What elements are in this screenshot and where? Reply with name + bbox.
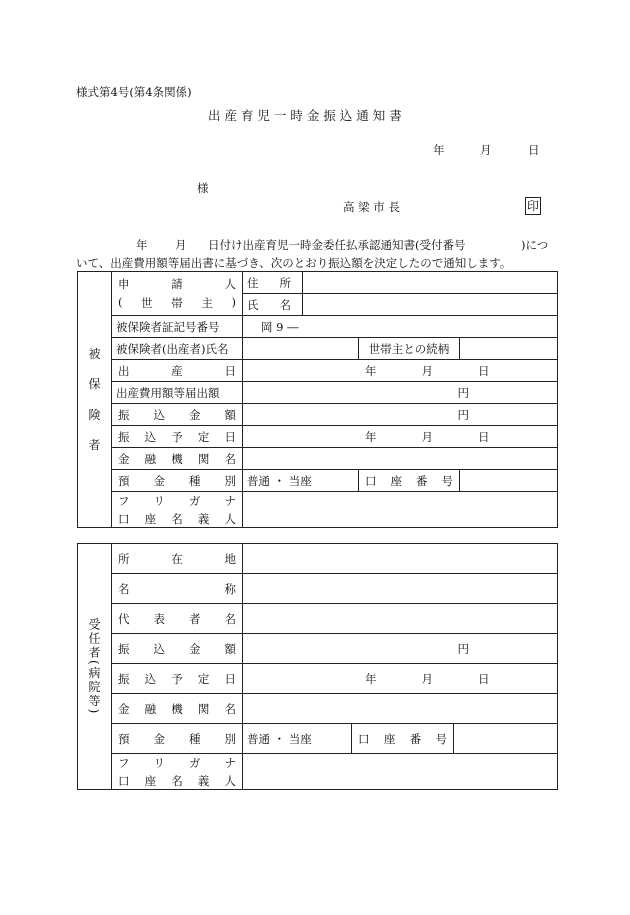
delegate-account-number-field[interactable] (454, 724, 558, 754)
account-number-label: 口 座 番 号 (359, 470, 460, 492)
seal-mark: 印 (526, 199, 539, 213)
deposit-type-options[interactable]: 普通 ・ 当座 (243, 470, 359, 492)
intro-text-1-end: )につ (521, 238, 549, 252)
address-label: 住 所 (243, 272, 303, 294)
date-year-unit: 年 (433, 143, 445, 157)
insurance-card-label: 被保険者証記号番号 (112, 316, 243, 338)
delegate-deposit-type-options[interactable]: 普通 ・ 当座 (243, 724, 352, 754)
issuer-name: 高 梁 市 長 (343, 200, 400, 214)
address-field[interactable] (303, 272, 558, 294)
representative-field[interactable] (243, 604, 558, 634)
addressee-suffix: 様 (197, 181, 209, 195)
intro-year: 年 (136, 238, 148, 252)
name-label: 氏 名 (243, 294, 303, 316)
date-month-unit: 月 (480, 143, 492, 157)
delegate-transfer-amount-field[interactable]: 円 (243, 634, 558, 664)
representative-label: 代 表 者 名 (112, 604, 243, 634)
name-field[interactable] (303, 294, 558, 316)
birth-date-label: 出 産 日 (112, 360, 243, 382)
insured-table (77, 271, 558, 528)
facility-name-label: 名 称 (112, 574, 243, 604)
relation-label: 世帯主との続柄 (359, 338, 460, 360)
delegate-account-number-label: 口 座 番 号 (352, 724, 454, 754)
delegate-account-holder-label: フ リ ガ ナ 口 座 名 義 人 (112, 754, 243, 790)
delegate-bank-name-field[interactable] (243, 694, 558, 724)
location-label: 所 在 地 (112, 544, 243, 574)
account-holder-field[interactable] (243, 492, 558, 528)
intro-text-1: 日付け出産育児一時金委任払承認通知書(受付番号 (208, 238, 466, 252)
delegate-transfer-date-label: 振 込 予 定 日 (112, 664, 243, 694)
delegate-account-holder-field[interactable] (243, 754, 558, 790)
relation-field[interactable] (460, 338, 558, 360)
facility-name-field[interactable] (243, 574, 558, 604)
expense-field[interactable]: 円 (243, 382, 558, 404)
insured-name-label: 被保険者(出産者)氏名 (112, 338, 243, 360)
applicant-label: 申 請 人 ( 世 帯 主 ) (112, 272, 243, 316)
intro-month: 月 (175, 238, 187, 252)
insured-side-label: 被 保 険 者 (78, 272, 112, 528)
insured-name-field[interactable] (243, 338, 359, 360)
intro-text-2: いて、出産費用額等届出書に基づき、次のとおり振込額を決定したので通知します。 (76, 256, 512, 270)
transfer-date-field[interactable]: 年 月 日 (243, 426, 558, 448)
bank-name-field[interactable] (243, 448, 558, 470)
expense-label: 出産費用額等届出額 (112, 382, 243, 404)
delegate-side-label: 受任者(病院等) (78, 544, 112, 790)
form-number: 様式第4号(第4条関係) (76, 85, 192, 99)
account-holder-label: フ リ ガ ナ 口 座 名 義 人 (112, 492, 243, 528)
birth-date-field[interactable]: 年 月 日 (243, 360, 558, 382)
date-day-unit: 日 (528, 143, 540, 157)
transfer-amount-label: 振 込 金 額 (112, 404, 243, 426)
bank-name-label: 金 融 機 関 名 (112, 448, 243, 470)
deposit-type-label: 預 金 種 別 (112, 470, 243, 492)
transfer-date-label: 振 込 予 定 日 (112, 426, 243, 448)
account-number-field[interactable] (460, 470, 558, 492)
delegate-deposit-type-label: 預 金 種 別 (112, 724, 243, 754)
transfer-amount-field[interactable]: 円 (243, 404, 558, 426)
delegate-bank-name-label: 金 融 機 関 名 (112, 694, 243, 724)
location-field[interactable] (243, 544, 558, 574)
document-title: 出 産 育 児 一 時 金 振 込 通 知 書 (208, 108, 402, 123)
delegate-transfer-date-field[interactable]: 年 月 日 (243, 664, 558, 694)
insurance-card-field[interactable]: 岡 9 ― (243, 316, 558, 338)
delegate-table (77, 543, 558, 790)
delegate-transfer-amount-label: 振 込 金 額 (112, 634, 243, 664)
